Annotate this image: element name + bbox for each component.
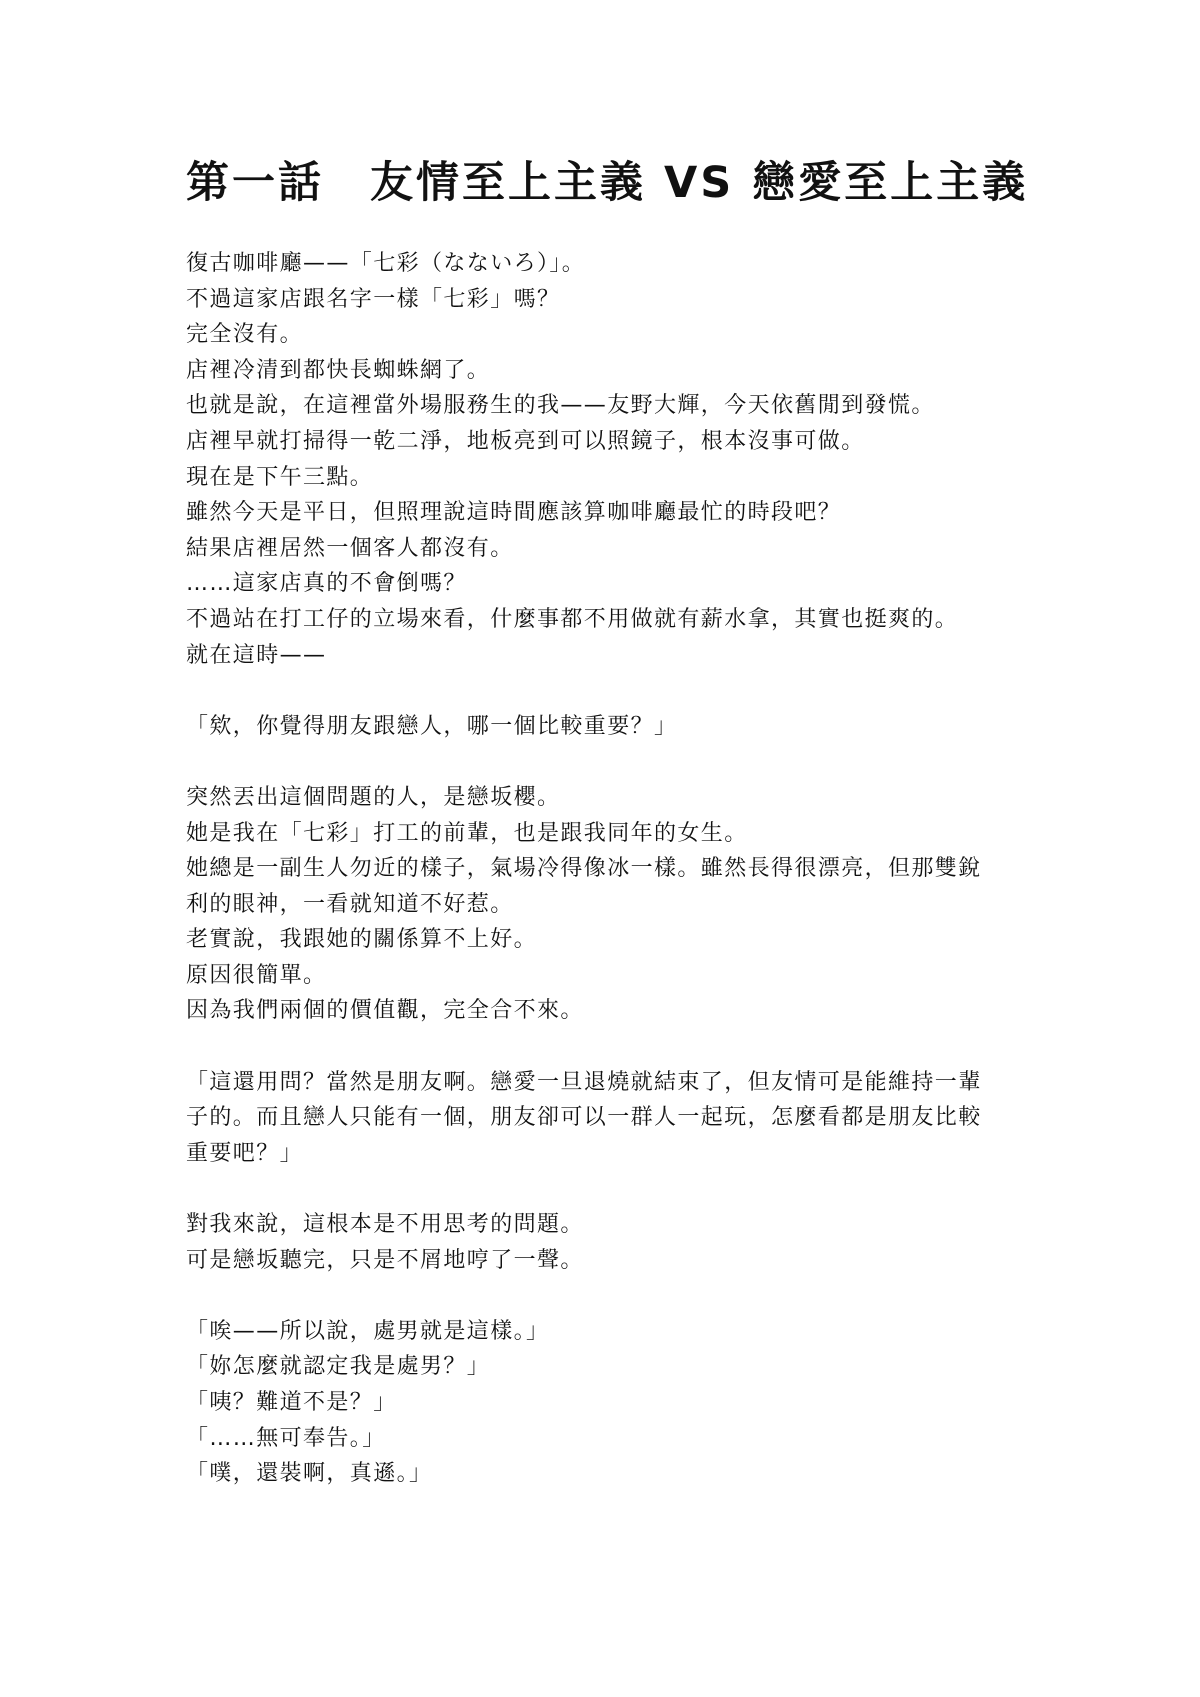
paragraph-gap [186,744,1016,780]
dialogue-line: 重要吧？」 [186,1140,304,1166]
dialogue-line: 「這還用問？當然是朋友啊。戀愛一旦退燒就結束了，但友情可是能維持一輩 [186,1069,982,1095]
paragraph-gap [186,673,1016,709]
paragraph-gap [186,1278,1016,1314]
text-line: 對我來說，這根本是不用思考的問題。 [186,1212,584,1238]
text-line: 也就是說，在這裡當外場服務生的我——友野大輝，今天依舊閒到發慌。 [186,393,935,419]
text-line: 她總是一副生人勿近的樣子，氣場冷得像冰一樣。雖然長得很漂亮，但那雙銳 [186,856,982,882]
text-line: 原因很簡單。 [186,962,327,988]
dialogue-line: 「噗，還裝啊，真遜。」 [186,1461,433,1487]
dialogue-line: 「唉——所以說，處男就是這樣。」 [186,1318,550,1344]
text-line: 店裡早就打掃得一乾二淨，地板亮到可以照鏡子，根本沒事可做。 [186,428,865,454]
text-line: 可是戀坂聽完，只是不屑地哼了一聲。 [186,1247,584,1273]
paragraph-gap [186,1029,1016,1065]
chapter-title: 第一話 友情至上主義 VS 戀愛至上主義 [186,158,1029,208]
text-line: 就在這時—— [186,642,327,668]
dialogue-line: 「……無可奉告。」 [186,1425,386,1451]
body-text [186,246,1016,1492]
text-line: 老實說，我跟她的關係算不上好。 [186,927,538,953]
dialogue-line: 「欸，你覺得朋友跟戀人，哪一個比較重要？」 [186,713,678,739]
text-line: 店裡冷清到都快長蜘蛛網了。 [186,357,491,383]
dialogue-line: 「妳怎麼就認定我是處男？」 [186,1354,491,1380]
text-line: 不過這家店跟名字一樣「七彩」嗎？ [186,286,561,312]
text-line: 現在是下午三點。 [186,464,374,490]
text-line: ……這家店真的不會倒嗎？ [186,571,467,597]
text-line: 結果店裡居然一個客人都沒有。 [186,535,514,561]
text-line: 利的眼神，一看就知道不好惹。 [186,891,514,917]
text-line: 完全沒有。 [186,322,304,348]
text-line: 她是我在「七彩」打工的前輩，也是跟我同年的女生。 [186,820,748,846]
dialogue-line: 子的。而且戀人只能有一個，朋友卻可以一群人一起玩，怎麼看都是朋友比較 [186,1105,982,1131]
dialogue-line: 「咦？難道不是？」 [186,1390,397,1415]
text-line: 復古咖啡廳——「七彩（なないろ）」。 [186,251,586,276]
paragraph-gap [186,1171,1016,1207]
text-line: 雖然今天是平日，但照理說這時間應該算咖啡廳最忙的時段吧？ [186,500,842,526]
text-line: 不過站在打工仔的立場來看，什麼事都不用做就有薪水拿，其實也挺爽的。 [186,606,959,632]
text-line: 因為我們兩個的價值觀，完全合不來。 [186,998,584,1024]
text-line: 突然丟出這個問題的人，是戀坂櫻。 [186,784,561,810]
